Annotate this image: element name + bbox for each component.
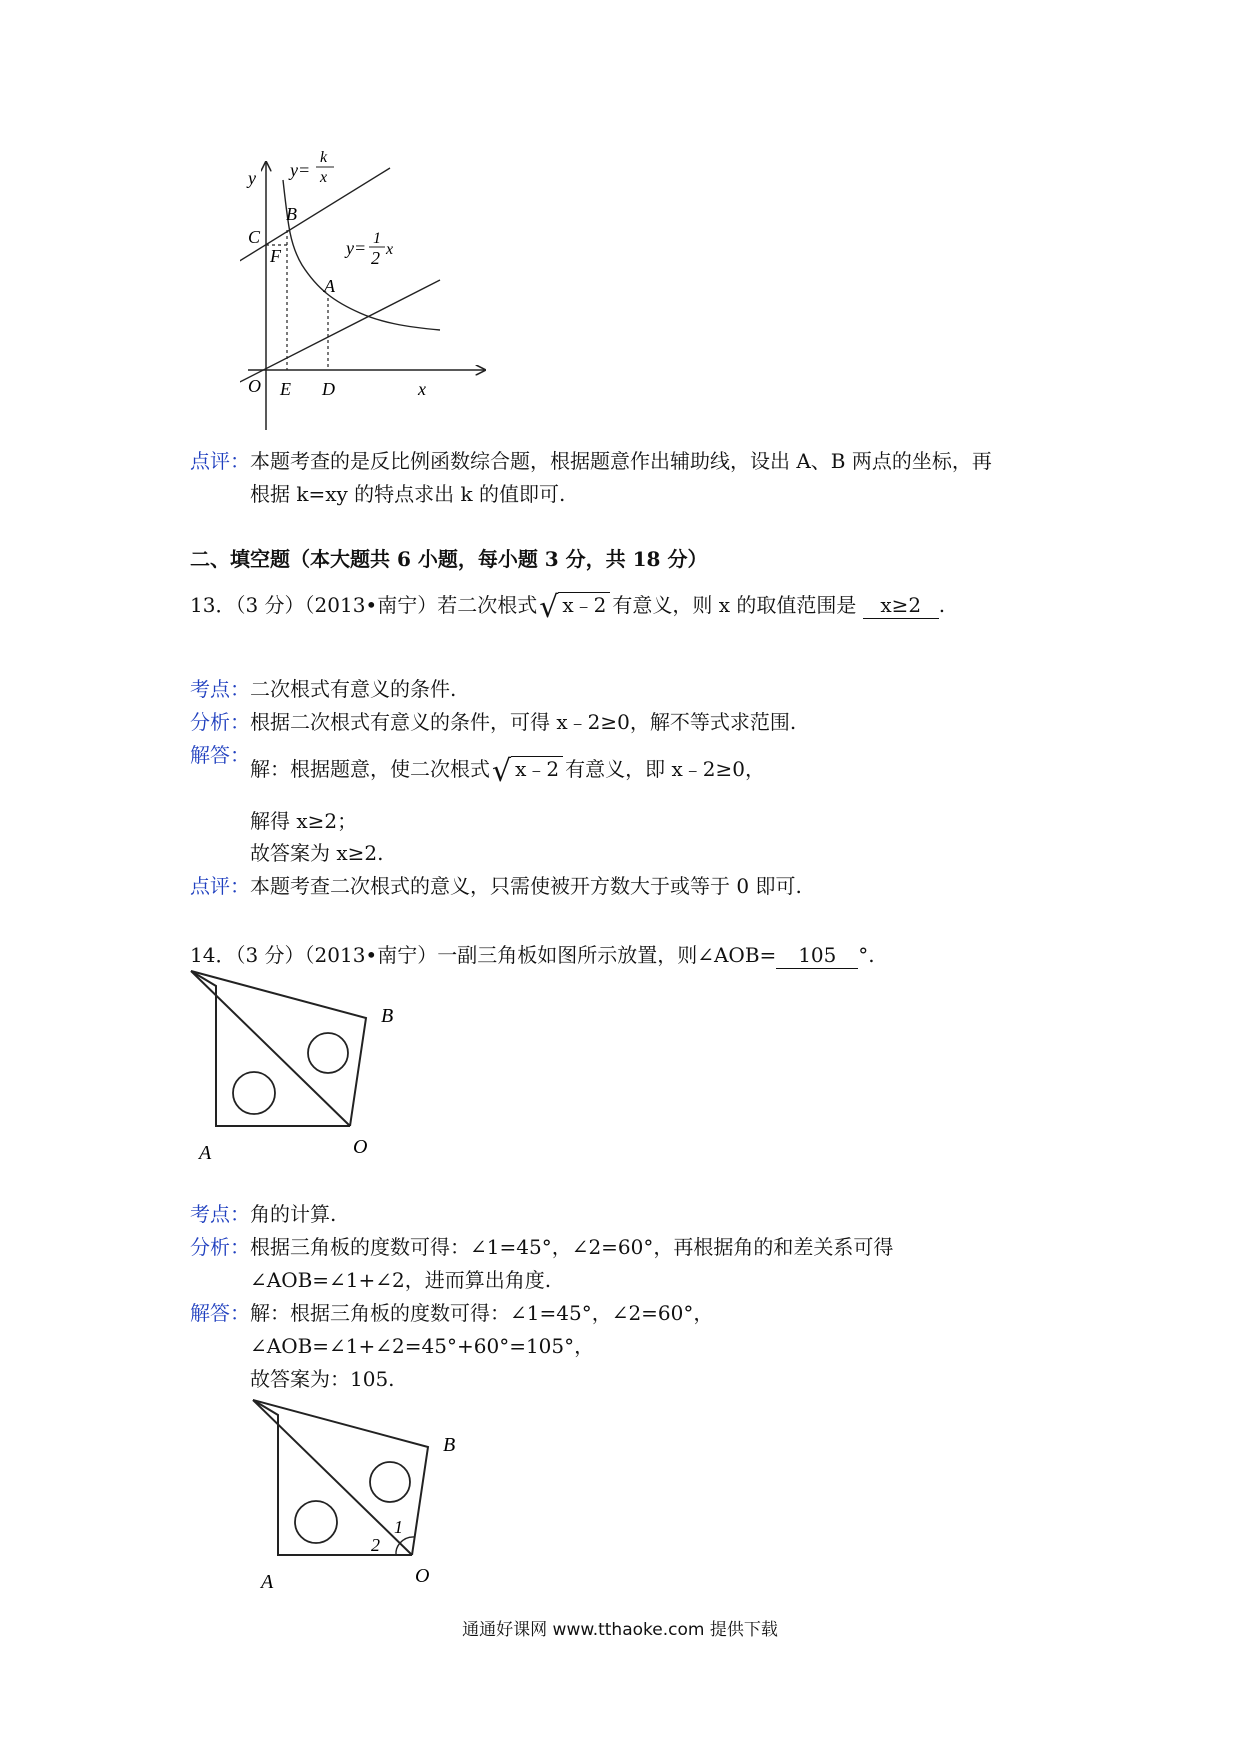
- q12-review-tag: 点评：: [190, 449, 250, 473]
- fig-label-a: A: [261, 1571, 274, 1593]
- angle-1-arc: [400, 1537, 415, 1543]
- page-footer: 通通好课网 www.tthaoke.com 提供下载: [462, 1620, 778, 1640]
- fig-label-o: O: [415, 1565, 430, 1587]
- q12-review-text1: 本题考查的是反比例函数综合题，根据题意作出辅助线，设出 A、B 两点的坐标，再: [250, 449, 992, 473]
- fig-label-a: A: [199, 1142, 212, 1164]
- q14-stem-prefix: 14．（3 分）（2013•南宁）一副三角板如图所示放置，则∠AOB=: [190, 943, 777, 967]
- axis-y-label: y: [248, 168, 256, 188]
- inverse-function-graph: [240, 150, 500, 440]
- q13-jieda-prefix: 解：根据题意，使二次根式: [250, 757, 490, 781]
- fig-angle-2: 2: [371, 1535, 380, 1555]
- q14-fenxi-line2: ∠AOB=∠1+∠2，进而算出角度.: [250, 1268, 552, 1292]
- radical-sign-icon: √: [539, 590, 559, 625]
- point-o-label: O: [248, 376, 261, 396]
- q13-jieda-radical: [492, 754, 563, 789]
- q13-fenxi: [190, 709, 796, 735]
- hypotenuse-45: [191, 971, 350, 1126]
- q13-stem-prefix: 13．（3 分）（2013•南宁）若二次根式: [190, 593, 538, 617]
- point-c-label: C: [248, 227, 261, 247]
- line-label-2: 2: [371, 248, 380, 268]
- q14-jieda-tag: 解答：: [190, 1301, 250, 1325]
- triangle-hole-right: [308, 1033, 348, 1073]
- radical-sign-icon: √: [492, 754, 512, 789]
- q14-fenxi-text1: 根据三角板的度数可得：∠1=45°，∠2=60°，再根据角的和差关系可得: [250, 1235, 894, 1259]
- section-heading: 二、填空题（本大题共 6 小题，每小题 3 分，共 18 分）: [190, 547, 708, 571]
- curve-label-y: y=: [290, 160, 311, 180]
- q13-kaodian: [190, 676, 456, 702]
- triangle-hole-left: [233, 1072, 275, 1114]
- upper-line: [240, 168, 390, 270]
- fig-label-o: O: [353, 1136, 368, 1158]
- q13-dianping-tag: 点评：: [190, 874, 250, 898]
- q12-review-line1: [190, 448, 992, 474]
- line-label-x: x: [386, 241, 394, 258]
- q13-radicand: x﹣2: [558, 592, 610, 617]
- q14-kaodian-tag: 考点：: [190, 1202, 250, 1226]
- q13-jieda-tag: 解答：: [190, 743, 250, 767]
- q13-jieda-line3: 故答案为 x≥2.: [250, 841, 384, 865]
- triangle-hole-left: [295, 1501, 337, 1543]
- q13-kaodian-tag: 考点：: [190, 677, 250, 701]
- q12-review-line2: [250, 481, 565, 507]
- q12-review-text2: 根据 k=xy 的特点求出 k 的值即可.: [250, 482, 566, 506]
- line-half-x: [240, 280, 440, 388]
- q14-fenxi: [190, 1234, 893, 1260]
- triangle-hole-right: [370, 1462, 410, 1502]
- q13-answer-blank: x≥2: [863, 592, 939, 619]
- q13-stem-suffix: 有意义，则 x 的取值范围是: [612, 593, 857, 617]
- fig-label-b: B: [443, 1434, 456, 1456]
- fig-angle-1: 1: [394, 1517, 403, 1537]
- q14-jieda-line3: 故答案为：105.: [250, 1367, 395, 1391]
- q14-answer-blank: 105: [776, 942, 858, 969]
- q14-jieda-line2: ∠AOB=∠1+∠2=45°+60°=105°，: [250, 1334, 595, 1358]
- point-d-label: D: [322, 379, 335, 399]
- q13-stem-end: .: [938, 593, 946, 617]
- q13-dianping-text: 本题考查二次根式的意义，只需使被开方数大于或等于 0 即可.: [250, 874, 802, 898]
- q13-fenxi-text: 根据二次根式有意义的条件，可得 x﹣2≥0，解不等式求范围.: [250, 710, 797, 734]
- curve-label-x: x: [320, 169, 328, 186]
- point-e-label: E: [280, 379, 291, 399]
- fig-label-b: B: [381, 1005, 394, 1027]
- q14-fenxi-tag: 分析：: [190, 1235, 250, 1259]
- point-a-label: A: [324, 276, 335, 296]
- q14-stem-end: °.: [858, 943, 875, 967]
- point-b-label: B: [286, 204, 297, 224]
- q14-triangle-figure: [188, 968, 418, 1168]
- q13-jieda-suffix: 有意义，即 x﹣2≥0，: [565, 757, 765, 781]
- axis-x-label: x: [418, 379, 426, 399]
- q14-stem: [190, 942, 875, 969]
- q13-jieda-line1: [250, 754, 765, 789]
- q13-jieda-line2: 解得 x≥2；: [250, 809, 358, 833]
- line-label-y: y=: [346, 238, 367, 258]
- curve-label-k: k: [320, 150, 328, 166]
- q13-jieda-tag-line: [190, 742, 250, 768]
- line-label-1: 1: [373, 230, 381, 247]
- q13-kaodian-text: 二次根式有意义的条件.: [250, 677, 457, 701]
- q14-jieda-text1: 解：根据三角板的度数可得：∠1=45°，∠2=60°，: [250, 1301, 714, 1325]
- angle-2-arc: [396, 1543, 400, 1555]
- q13-dianping: [190, 873, 802, 899]
- q13-fenxi-tag: 分析：: [190, 710, 250, 734]
- point-f-label: F: [270, 246, 281, 266]
- q14-jieda: [190, 1300, 713, 1326]
- q14-kaodian-text: 角的计算.: [250, 1202, 337, 1226]
- hypotenuse-45: [253, 1400, 412, 1555]
- q14-kaodian: [190, 1201, 336, 1227]
- q13-jieda-radicand: x﹣2: [511, 756, 563, 781]
- right-triangle-30-60: [191, 971, 366, 1126]
- q14-solution-figure: [250, 1397, 480, 1597]
- q13-stem: [190, 590, 946, 625]
- q13-radical: [539, 590, 610, 625]
